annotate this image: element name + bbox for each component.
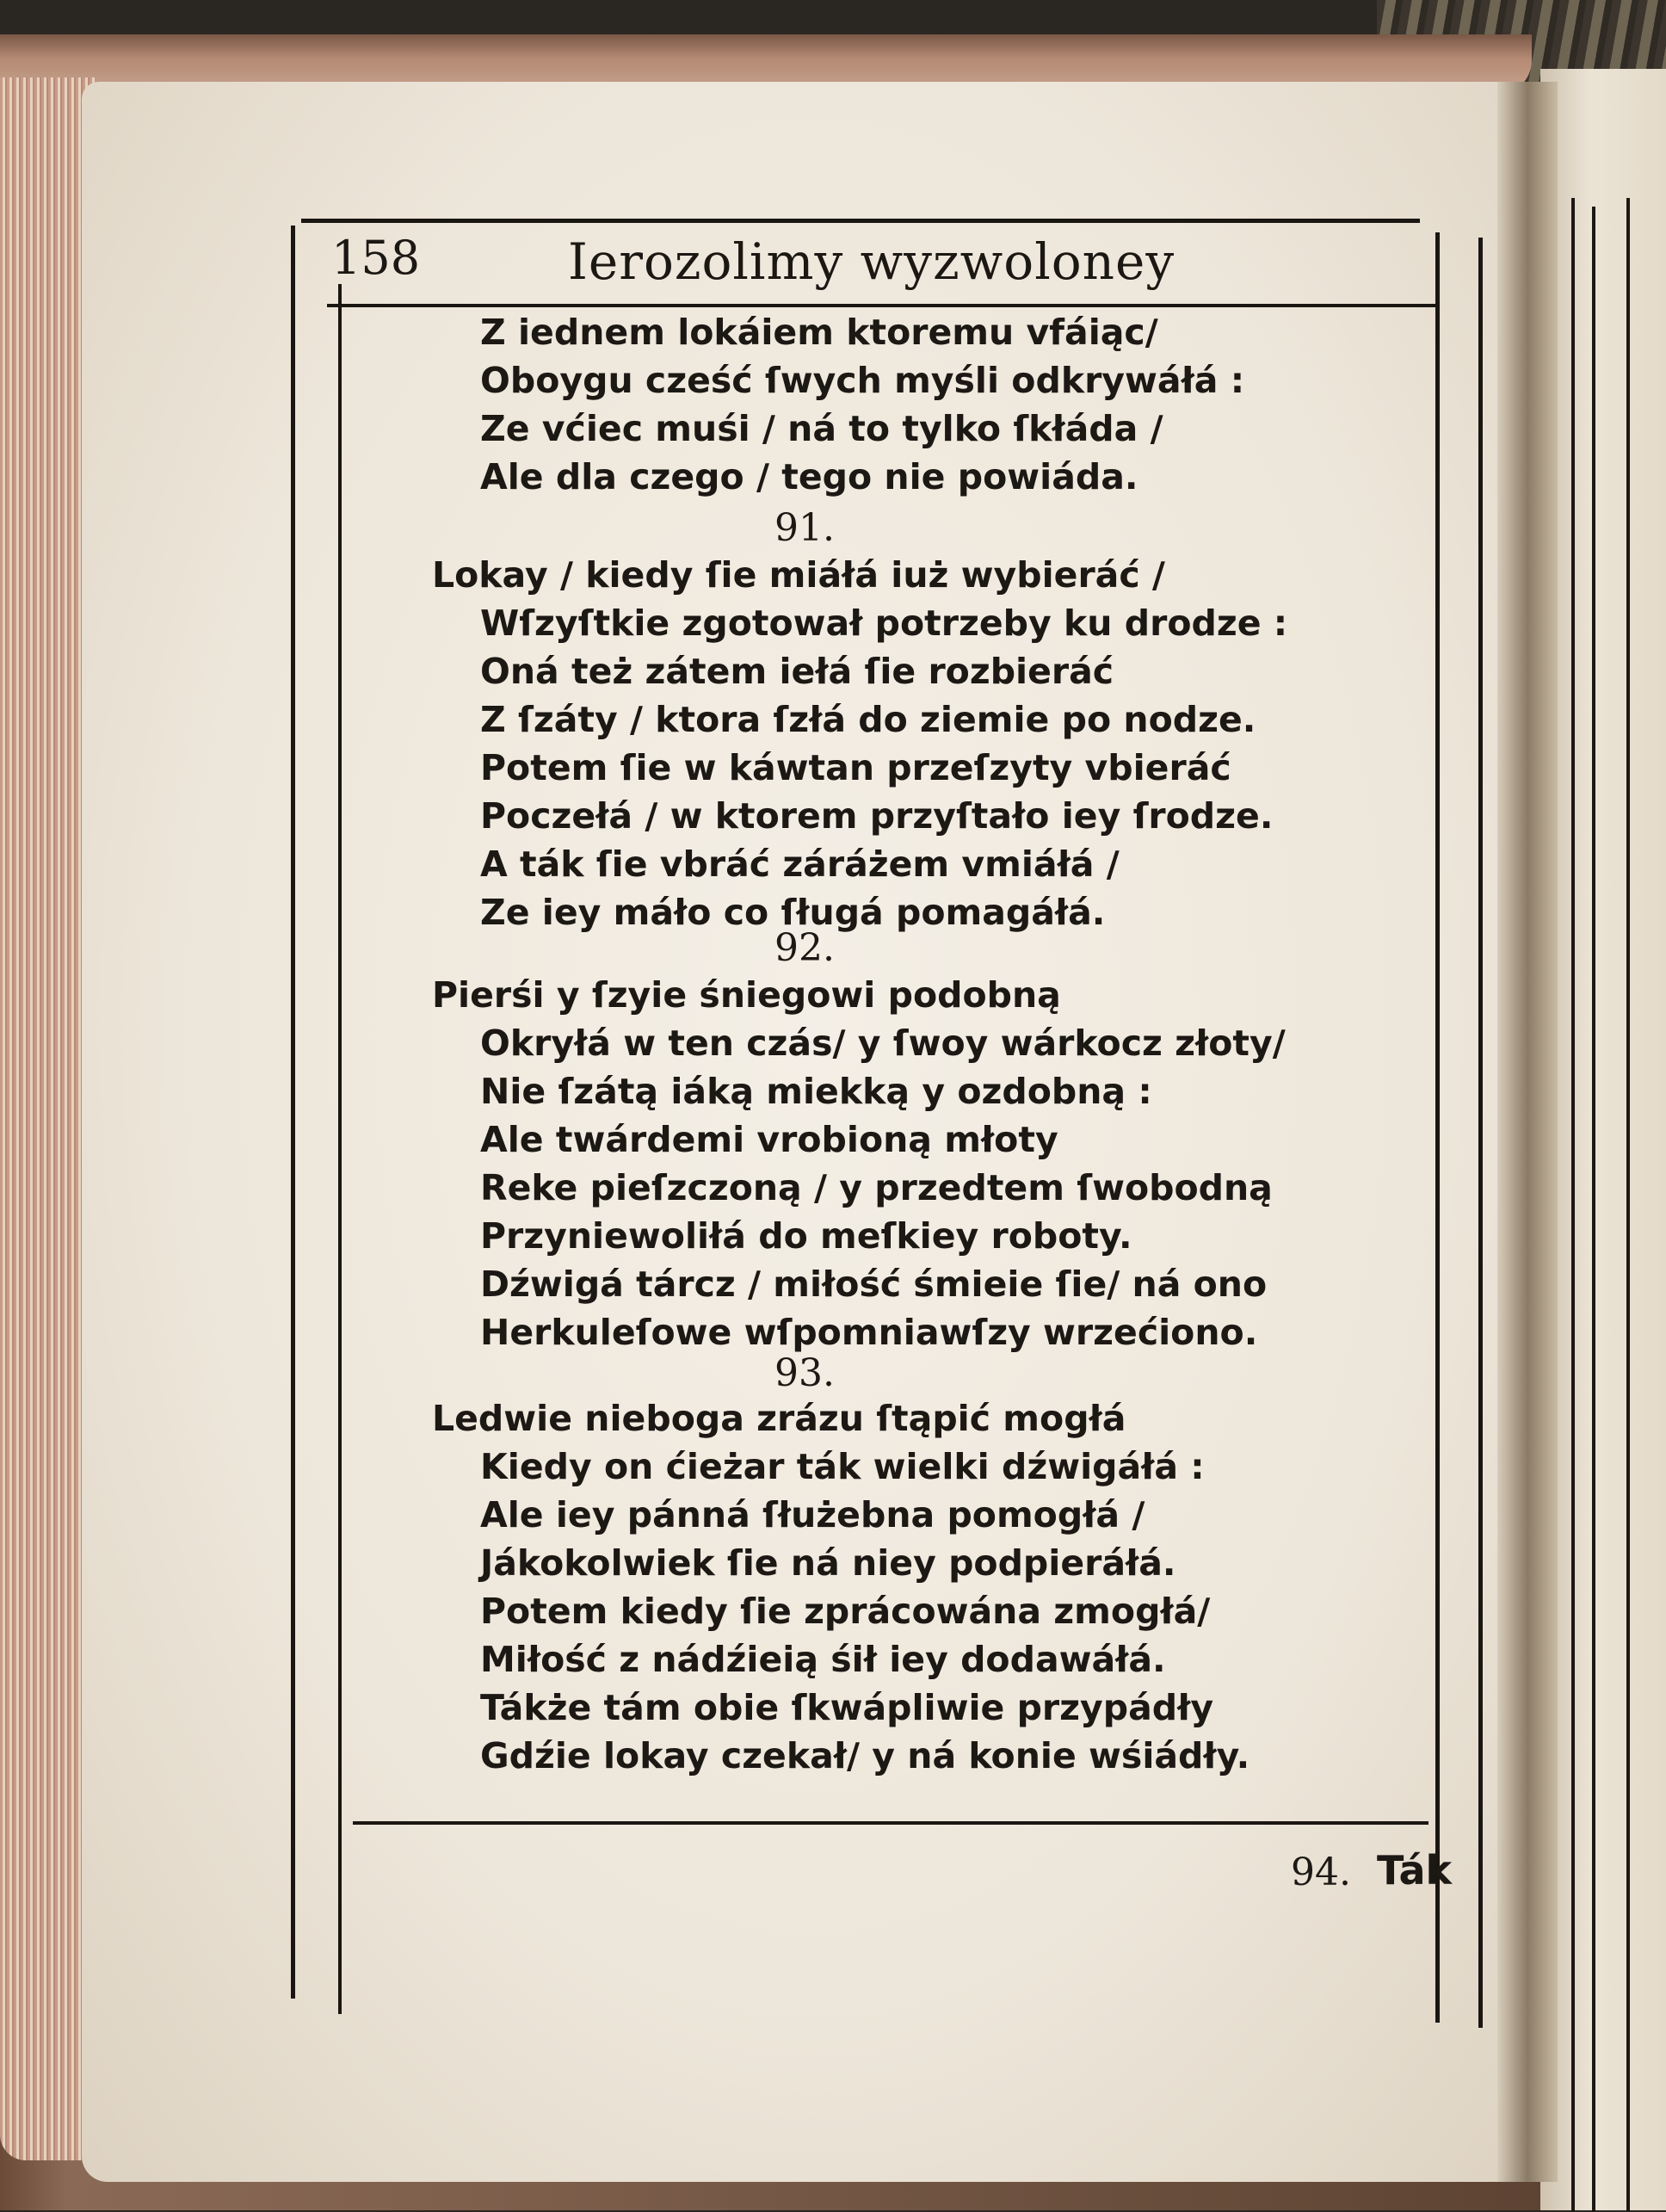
text-line: Lokay / kiedy ſie miáłá iuż wybieráć / <box>432 554 1165 596</box>
text-line: A ták ſie vbráć záráżem vmiáłá / <box>480 843 1120 885</box>
text-line: Kiedy on ćieżar ták wielki dźwigáłá : <box>480 1446 1205 1487</box>
facing-page <box>1540 69 1666 2210</box>
frame-right-inner-rule <box>1435 232 1440 2023</box>
text-line: Poczełá / w ktorem przyſtało iey ſrodze. <box>480 795 1274 837</box>
frame-right-outer-rule <box>1478 238 1483 2028</box>
text-line: Ale iey pánná ſłużebna pomogłá / <box>480 1494 1145 1535</box>
text-line: Wſzyſtkie zgotował potrzeby ku drodze : <box>480 602 1288 644</box>
page-number: 158 <box>331 231 421 285</box>
text-line: Reke pieſzczoną / y przedtem ſwobodną <box>480 1167 1273 1208</box>
text-line: Gdźie lokay czekał/ y ná konie wśiádły. <box>480 1735 1250 1776</box>
text-line: Tákże tám obie ſkwápliwie przypádły <box>480 1687 1214 1728</box>
text-line: Pierśi y ſzyie śniegowi podobną <box>432 974 1061 1016</box>
frame-left-outer-rule <box>291 226 295 1999</box>
running-title: Ierozolimy wyzwoloney <box>568 232 1175 291</box>
text-line: Potem kiedy ſie zprácowána zmogłá/ <box>480 1591 1211 1632</box>
text-line: Z iednem lokáiem ktoremu vfáiąc/ <box>480 312 1158 353</box>
text-line: Ale twárdemi vrobioną młoty <box>480 1119 1058 1160</box>
catchword: Ták <box>1377 1847 1453 1894</box>
text-line: Ze iey máło co ſługá pomagáłá. <box>480 892 1106 933</box>
stanza-number: 92. <box>774 926 835 970</box>
text-line: Miłość z nádźieią śił iey dodawáłá. <box>480 1639 1166 1680</box>
text-line: Oná też zátem iełá ſie rozbieráć <box>480 651 1114 692</box>
text-line: Ze vćiec muśi / ná to tylko ſkłáda / <box>480 408 1163 449</box>
text-line: Oboygu cześć ſwych myśli odkrywáłá : <box>480 360 1245 401</box>
text-line: Herkuleſowe wſpomniawſzy wrzećiono. <box>480 1312 1258 1353</box>
stanza-number: 91. <box>774 506 835 550</box>
text-line: Z ſzáty / ktora ſzłá do ziemie po nodze. <box>480 699 1256 740</box>
catchword-number: 94. <box>1291 1851 1351 1894</box>
text-line: Ledwie nieboga zrázu ſtąpić mogłá <box>432 1398 1126 1439</box>
text-line: Potem ſie w káwtan przeſzyty vbieráć <box>480 747 1231 788</box>
text-line: Okryłá w ten czás/ y ſwoy wárkocz złoty/ <box>480 1023 1286 1064</box>
frame-left-inner-rule <box>338 284 342 2014</box>
text-line: Przyniewoliłá do meſkiey roboty. <box>480 1215 1132 1257</box>
frame-top-rule <box>301 219 1420 223</box>
page-gutter <box>1497 82 1558 2182</box>
text-line: Jákokolwiek ſie ná niey podpieráłá. <box>480 1542 1176 1584</box>
frame-bottom-rule <box>353 1821 1428 1825</box>
text-line: Ale dla czego / tego nie powiáda. <box>480 456 1138 497</box>
text-line: Nie ſzátą iáką miekką y ozdobną : <box>480 1071 1152 1112</box>
page-stack-edge <box>0 77 95 2160</box>
text-line: Dźwigá tárcz / miłość śmieie ſie/ ná ono <box>480 1264 1268 1305</box>
stanza-number: 93. <box>774 1351 835 1395</box>
frame-header-rule <box>327 304 1437 307</box>
